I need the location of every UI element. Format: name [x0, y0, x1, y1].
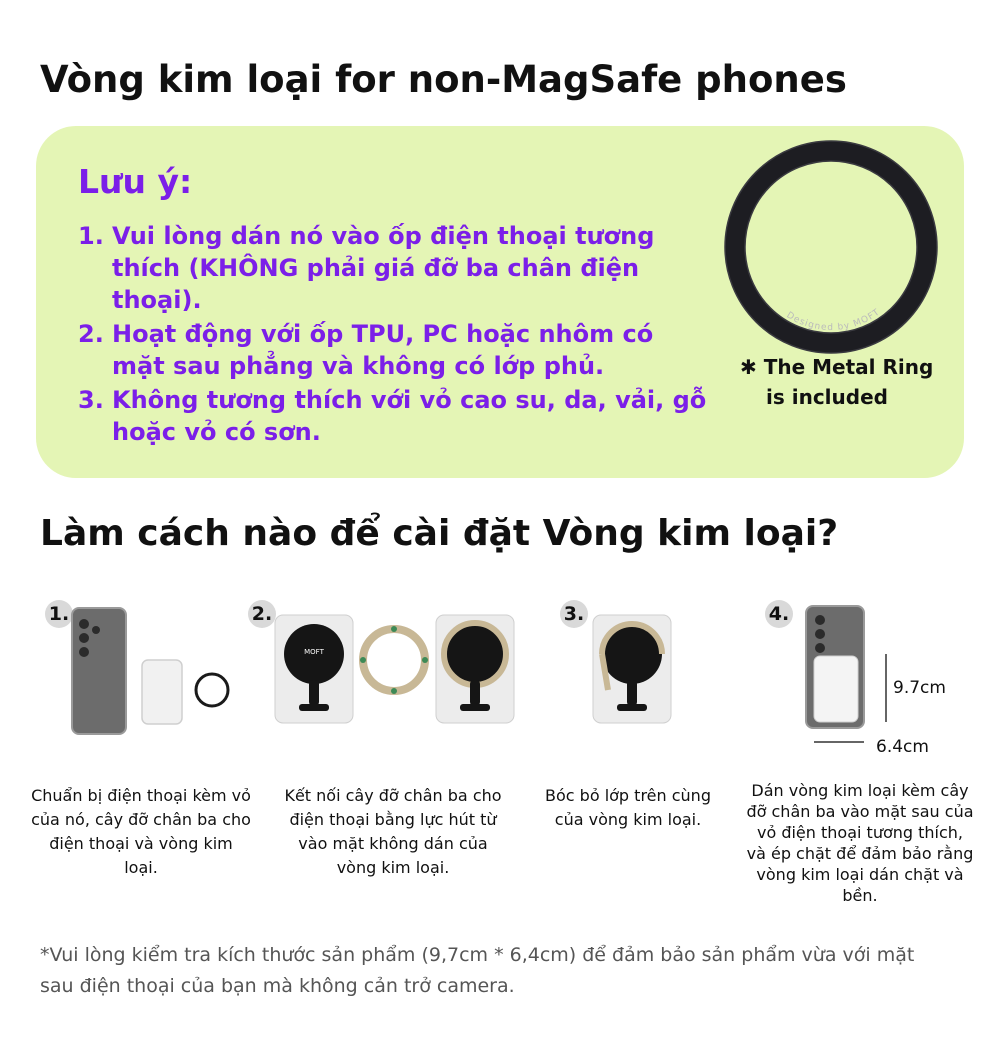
stand-photo	[142, 660, 182, 724]
note-item-number: 3.	[78, 386, 104, 414]
step-4-photo	[800, 602, 880, 732]
note-item-text: Không tương thích với vỏ cao su, da, vải, gỗ hoặc vỏ có sơn.	[112, 386, 707, 446]
step-3-badge: 3.	[560, 600, 588, 628]
step-4-badge: 4.	[765, 600, 793, 628]
width-dimension-label: 6.4cm	[876, 737, 929, 757]
ring-caption-line2: is included	[766, 385, 888, 409]
install-title: Làm cách nào để cài đặt Vòng kim loại?	[40, 513, 839, 554]
ring-caption	[740, 352, 933, 412]
step-1-photo	[60, 600, 240, 740]
stand-photo	[814, 656, 858, 722]
note-item-text: Vui lòng dán nó vào ốp điện thoại tương thích (KHÔNG phải giá đỡ ba chân điện thoại).	[112, 222, 655, 314]
step-1-text: Chuẩn bị điện thoại kèm vỏ của nó, cây đỡ chân ba cho điện thoại và vòng kim loại.	[31, 786, 251, 877]
page-title: Vòng kim loại for non-MagSafe phones	[40, 58, 847, 101]
logo-text: MOFT	[304, 648, 324, 656]
step-2-badge: 2.	[248, 600, 276, 628]
step-3-text: Bóc bỏ lớp trên cùng của vòng kim loại.	[545, 786, 711, 829]
ring-engraving: Designed by MOFT	[784, 307, 883, 334]
note-item-number: 2.	[78, 320, 104, 348]
step-2-text: Kết nối cây đỡ chân ba cho điện thoại bằng lực hút từ vào mặt không dán của vòng kim loại.	[284, 786, 502, 877]
note-item	[78, 220, 708, 316]
note-item-number: 1.	[78, 222, 104, 250]
step-4-text: Dán vòng kim loại kèm cây đỡ chân ba vào mặt sau của vỏ điện thoại tương thích, và ép chặt để đảm bảo rằng vòng kim loại dán chặt và bền.	[746, 781, 974, 905]
width-dimension-line	[812, 736, 866, 748]
note-list	[78, 220, 708, 450]
ring-small-photo	[196, 674, 228, 706]
step-1-badge: 1.	[45, 600, 73, 628]
adhesive-ring-photo	[363, 629, 425, 691]
ring-caption-line1: ✱ The Metal Ring	[740, 355, 934, 379]
step-2-photo	[270, 610, 520, 730]
note-item-text: Hoạt động với ốp TPU, PC hoặc nhôm có mặt sau phẳng và không có lớp phủ.	[112, 320, 654, 380]
height-dimension-label: 9.7cm	[893, 678, 946, 698]
step-3-photo	[588, 610, 678, 730]
note-heading: Lưu ý:	[78, 162, 193, 201]
metal-ring-photo	[722, 138, 940, 356]
note-item	[78, 384, 708, 448]
footnote: *Vui lòng kiểm tra kích thước sản phẩm (9,7cm * 6,4cm) để đảm bảo sản phẩm vừa với mặt sau điện thoại của bạn mà không cản trở camera.	[40, 944, 915, 997]
note-item	[78, 318, 708, 382]
metal-ring-icon	[722, 138, 940, 356]
